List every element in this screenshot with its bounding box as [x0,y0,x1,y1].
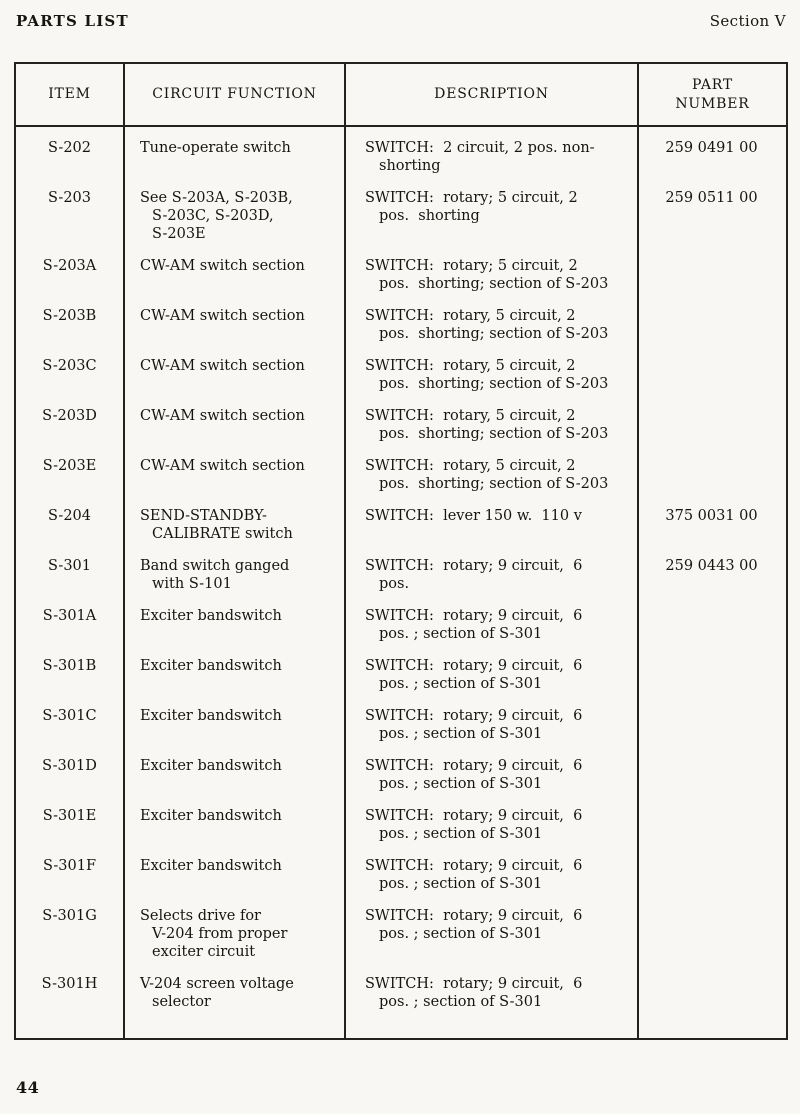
column-divider [123,127,125,1038]
circuit-function-cell: See S-203A, S-203B, S-203C, S-203D, S-203E [140,190,293,242]
circuit-function-cell: CW-AM switch section [140,458,305,474]
part-number-cell [637,807,786,857]
parts-table [14,62,788,1040]
circuit-function-cell: Exciter bandswitch [140,658,282,674]
item-cell: S-301C [42,708,97,724]
circuit-function-cell: Exciter bandswitch [140,708,282,724]
column-header-part-number: PART NUMBER [637,64,786,125]
part-number-cell [637,975,786,1025]
circuit-function-cell: V-204 screen voltage selector [140,976,294,1010]
part-number-cell: 375 0031 00 [665,508,758,524]
item-cell: S-203E [42,458,97,474]
part-number-cell [637,307,786,357]
item-cell: S-301 [47,558,92,574]
description-cell: SWITCH: rotary; 5 circuit, 2 pos. shorting [365,190,578,224]
item-cell: S-204 [47,508,92,524]
description-cell: SWITCH: rotary, 5 circuit, 2 pos. shorting; section of S-203 [365,358,609,392]
part-number-cell: 259 0443 00 [665,558,758,574]
item-cell: S-301H [41,976,98,992]
item-cell: S-301D [42,758,97,774]
table-body [16,127,786,1038]
circuit-function-cell: CW-AM switch section [140,358,305,374]
circuit-function-cell: Exciter bandswitch [140,608,282,624]
part-number-cell: 259 0491 00 [665,140,758,156]
description-cell: SWITCH: rotary; 9 circuit, 6 pos. ; section of S-301 [365,908,583,942]
part-number-cell [637,457,786,507]
description-cell: SWITCH: rotary; 9 circuit, 6 pos. ; section of S-301 [365,808,583,842]
column-header-circuit-function: CIRCUIT FUNCTION [123,64,344,125]
description-cell: SWITCH: rotary; 9 circuit, 6 pos. ; section of S-301 [365,658,583,692]
circuit-function-cell: Exciter bandswitch [140,858,282,874]
description-cell: SWITCH: rotary, 5 circuit, 2 pos. shorting; section of S-203 [365,408,609,442]
item-cell: S-301G [42,908,97,924]
part-number-cell [637,657,786,707]
part-number-cell [637,757,786,807]
part-number-cell: 259 0511 00 [665,190,758,206]
part-number-cell [637,407,786,457]
circuit-function-cell: Exciter bandswitch [140,758,282,774]
item-cell: S-203A [42,258,97,274]
page-title: PARTS LIST [16,12,129,30]
column-header-description: DESCRIPTION [344,64,637,125]
description-cell: SWITCH: lever 150 w. 110 v [365,508,582,524]
part-number-cell [637,357,786,407]
item-cell: S-301F [42,858,97,874]
circuit-function-cell: CW-AM switch section [140,258,305,274]
circuit-function-cell: Selects drive for V-204 from proper exciter circuit [140,908,288,960]
circuit-function-cell: Tune-operate switch [140,140,291,156]
description-cell: SWITCH: rotary; 9 circuit, 6 pos. ; section of S-301 [365,608,583,642]
circuit-function-cell: CW-AM switch section [140,308,305,324]
item-cell: S-203D [42,408,97,424]
part-number-cell [637,707,786,757]
item-cell: S-203 [47,190,92,206]
item-cell: S-301E [42,808,97,824]
circuit-function-cell: SEND-STANDBY- CALIBRATE switch [140,508,293,542]
part-number-cell [637,607,786,657]
description-cell: SWITCH: rotary; 9 circuit, 6 pos. ; section of S-301 [365,708,583,742]
table-header-row [16,64,786,127]
item-cell: S-301B [42,658,97,674]
description-cell: SWITCH: rotary; 9 circuit, 6 pos. ; section of S-301 [365,858,583,892]
part-number-cell [637,257,786,307]
column-header-item: ITEM [48,86,91,102]
description-cell: SWITCH: rotary, 5 circuit, 2 pos. shorting; section of S-203 [365,458,609,492]
column-divider [637,127,639,1038]
page-number: 44 [16,1078,40,1097]
column-divider [344,127,346,1038]
page-header [16,12,786,30]
item-cell: S-203C [42,358,97,374]
description-cell: SWITCH: 2 circuit, 2 pos. non- shorting [365,140,595,174]
section-label: Section V [709,12,786,30]
description-cell: SWITCH: rotary; 9 circuit, 6 pos. ; section of S-301 [365,976,583,1010]
circuit-function-cell: Band switch ganged with S-101 [140,558,290,592]
item-cell: S-202 [47,140,92,156]
circuit-function-cell: CW-AM switch section [140,408,305,424]
description-cell: SWITCH: rotary; 9 circuit, 6 pos. ; section of S-301 [365,758,583,792]
item-cell: S-203B [42,308,97,324]
description-cell: SWITCH: rotary; 9 circuit, 6 pos. [365,558,583,592]
part-number-cell [637,857,786,907]
description-cell: SWITCH: rotary, 5 circuit, 2 pos. shorting; section of S-203 [365,308,609,342]
description-cell: SWITCH: rotary; 5 circuit, 2 pos. shorting; section of S-203 [365,258,609,292]
item-cell: S-301A [42,608,97,624]
part-number-cell [637,907,786,975]
circuit-function-cell: Exciter bandswitch [140,808,282,824]
